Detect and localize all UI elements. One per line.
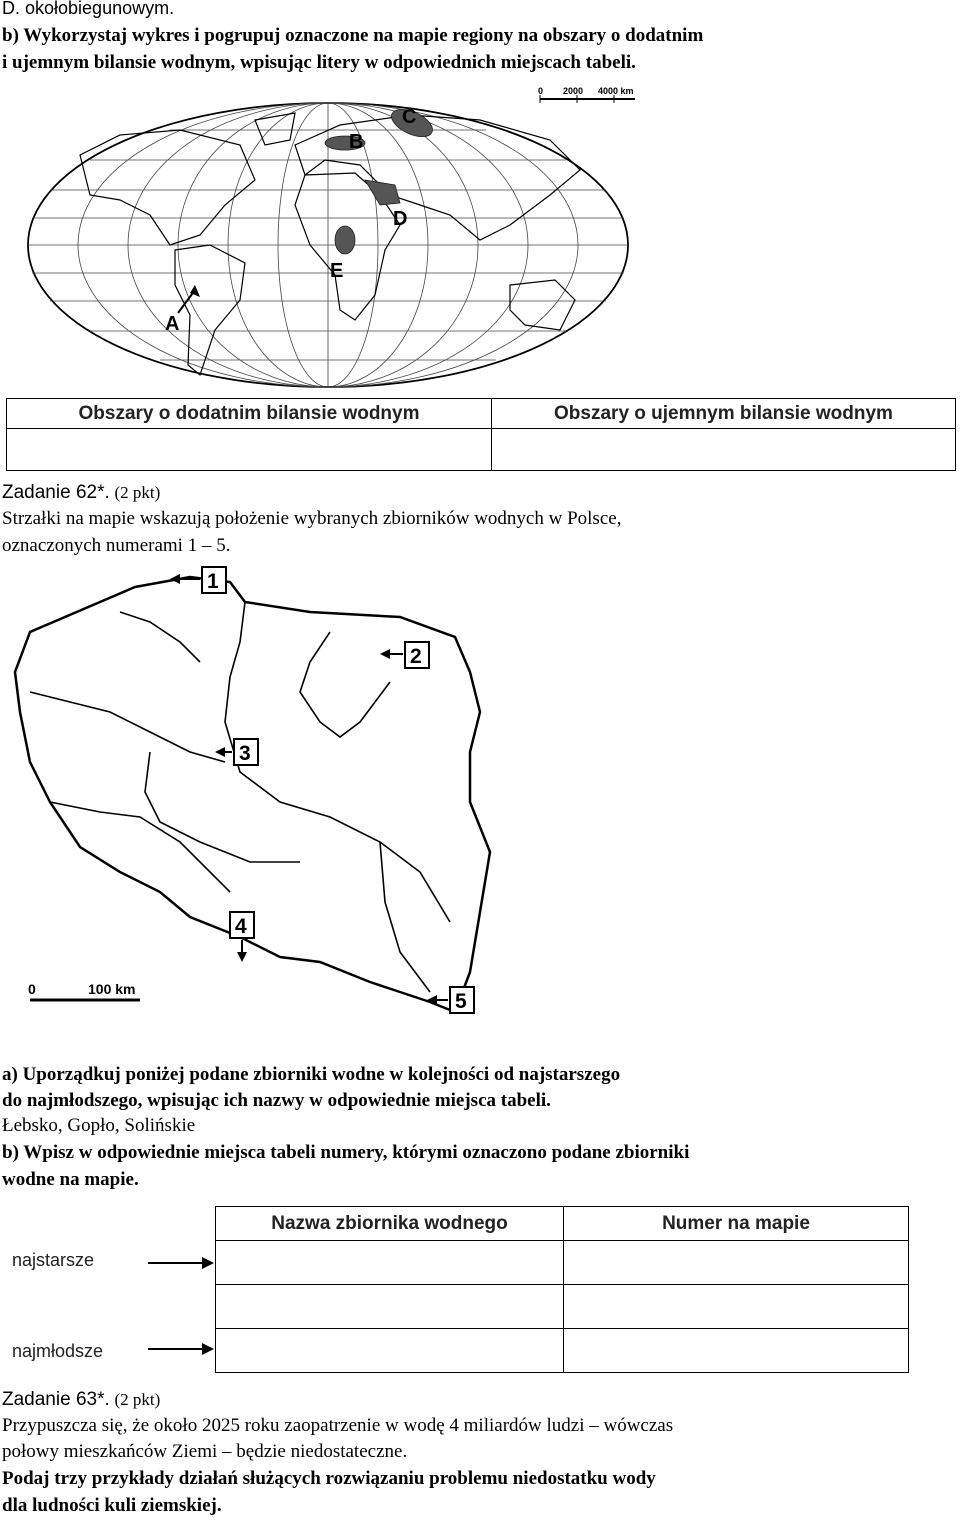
region-e-shading: [335, 226, 355, 254]
map-number-cell-2[interactable]: [564, 1285, 909, 1329]
marker-b: B: [349, 131, 364, 153]
task62-intro-line1: Strzałki na mapie wskazują położenie wybranych zbiorników wodnych w Polsce,: [2, 508, 622, 529]
task62-title: Zadanie 62*.: [2, 482, 110, 503]
header-negative-balance: Obszary o ujemnym bilansie wodnym: [492, 399, 956, 429]
reservoir-table: [215, 1206, 909, 1373]
arrow-youngest: [148, 1339, 218, 1359]
marker-d: D: [393, 208, 408, 230]
row-label-oldest: najstarsze: [12, 1250, 95, 1270]
task63-line1: Przypuszcza się, że około 2025 roku zaopatrzenie w wodę 4 miliardów ludzi – wówczas: [2, 1415, 674, 1436]
svg-text:2000: 2000: [563, 86, 584, 96]
row-label-youngest: najmłodsze: [12, 1341, 104, 1361]
svg-text:100 km: 100 km: [88, 981, 136, 997]
task63-line2: połowy mieszkańców Ziemi – będzie niedostateczne.: [2, 1441, 408, 1462]
map-number-3: 3: [239, 742, 251, 765]
task62-heading: [2, 481, 160, 505]
poland-scale-bar: [28, 981, 140, 1000]
svg-text:4000 km: 4000 km: [598, 86, 634, 96]
task63-heading: [2, 1388, 160, 1412]
part-b-instruction-line1: b) Wykorzystaj wykres i pogrupuj oznaczone na mapie regiony na obszary o dodatnim: [2, 25, 704, 46]
marker-a: A: [165, 313, 180, 335]
task63-bold-line1: Podaj trzy przykłady działań służących rozwiązaniu problemu niedostatku wody: [2, 1468, 656, 1489]
marker-e: E: [330, 260, 344, 282]
header-reservoir-name: Nazwa zbiornika wodnego: [216, 1207, 564, 1241]
task62-points: (2 pkt): [114, 483, 161, 502]
region-d-shading: [365, 180, 400, 205]
task63-points: (2 pkt): [114, 1390, 161, 1409]
task62-reservoir-names: Łebsko, Gopło, Solińskie: [2, 1115, 196, 1136]
arrow-oldest: [148, 1253, 218, 1273]
part-b-instruction-line2: i ujemnym bilansie wodnym, wpisując litery w odpowiednich miejscach tabeli.: [2, 52, 636, 73]
map-number-1: 1: [207, 570, 219, 593]
poland-map: [0, 562, 500, 1032]
task63-title: Zadanie 63*.: [2, 1389, 110, 1410]
world-map: [10, 85, 645, 395]
marker-c: C: [402, 106, 417, 128]
task62-a-line1: a) Uporządkuj poniżej podane zbiorniki wodne w kolejności od najstarszego: [2, 1064, 621, 1085]
map-arrows: [170, 567, 474, 1013]
map-number-cell-1[interactable]: [564, 1241, 909, 1285]
water-balance-table: [6, 398, 956, 471]
header-positive-balance: Obszary o dodatnim bilansie wodnym: [7, 399, 492, 429]
positive-balance-answer-cell[interactable]: [7, 429, 492, 471]
map-number-4: 4: [235, 915, 247, 938]
reservoir-name-cell-2[interactable]: [216, 1285, 564, 1329]
answer-option-d: D. okołobiegunowym.: [2, 0, 175, 18]
task62-b-line1: b) Wpisz w odpowiednie miejsca tabeli numery, którymi oznaczono podane zbiorniki: [2, 1142, 690, 1163]
map-scale-bar: [538, 86, 635, 103]
task62-a-line2: do najmłodszego, wpisując ich nazwy w odpowiednie miejsca tabeli.: [2, 1090, 551, 1111]
map-number-5: 5: [455, 990, 467, 1013]
task62-b-line2: wodne na mapie.: [2, 1169, 139, 1190]
task63-bold-line2: dla ludności kuli ziemskiej.: [2, 1495, 222, 1516]
svg-text:0: 0: [28, 981, 36, 997]
map-number-cell-3[interactable]: [564, 1329, 909, 1373]
header-map-number: Numer na mapie: [564, 1207, 909, 1241]
reservoir-name-cell-1[interactable]: [216, 1241, 564, 1285]
negative-balance-answer-cell[interactable]: [492, 429, 956, 471]
task62-intro-line2: oznaczonych numerami 1 – 5.: [2, 535, 231, 556]
reservoir-name-cell-3[interactable]: [216, 1329, 564, 1373]
svg-text:0: 0: [538, 86, 544, 96]
map-number-2: 2: [410, 645, 422, 668]
